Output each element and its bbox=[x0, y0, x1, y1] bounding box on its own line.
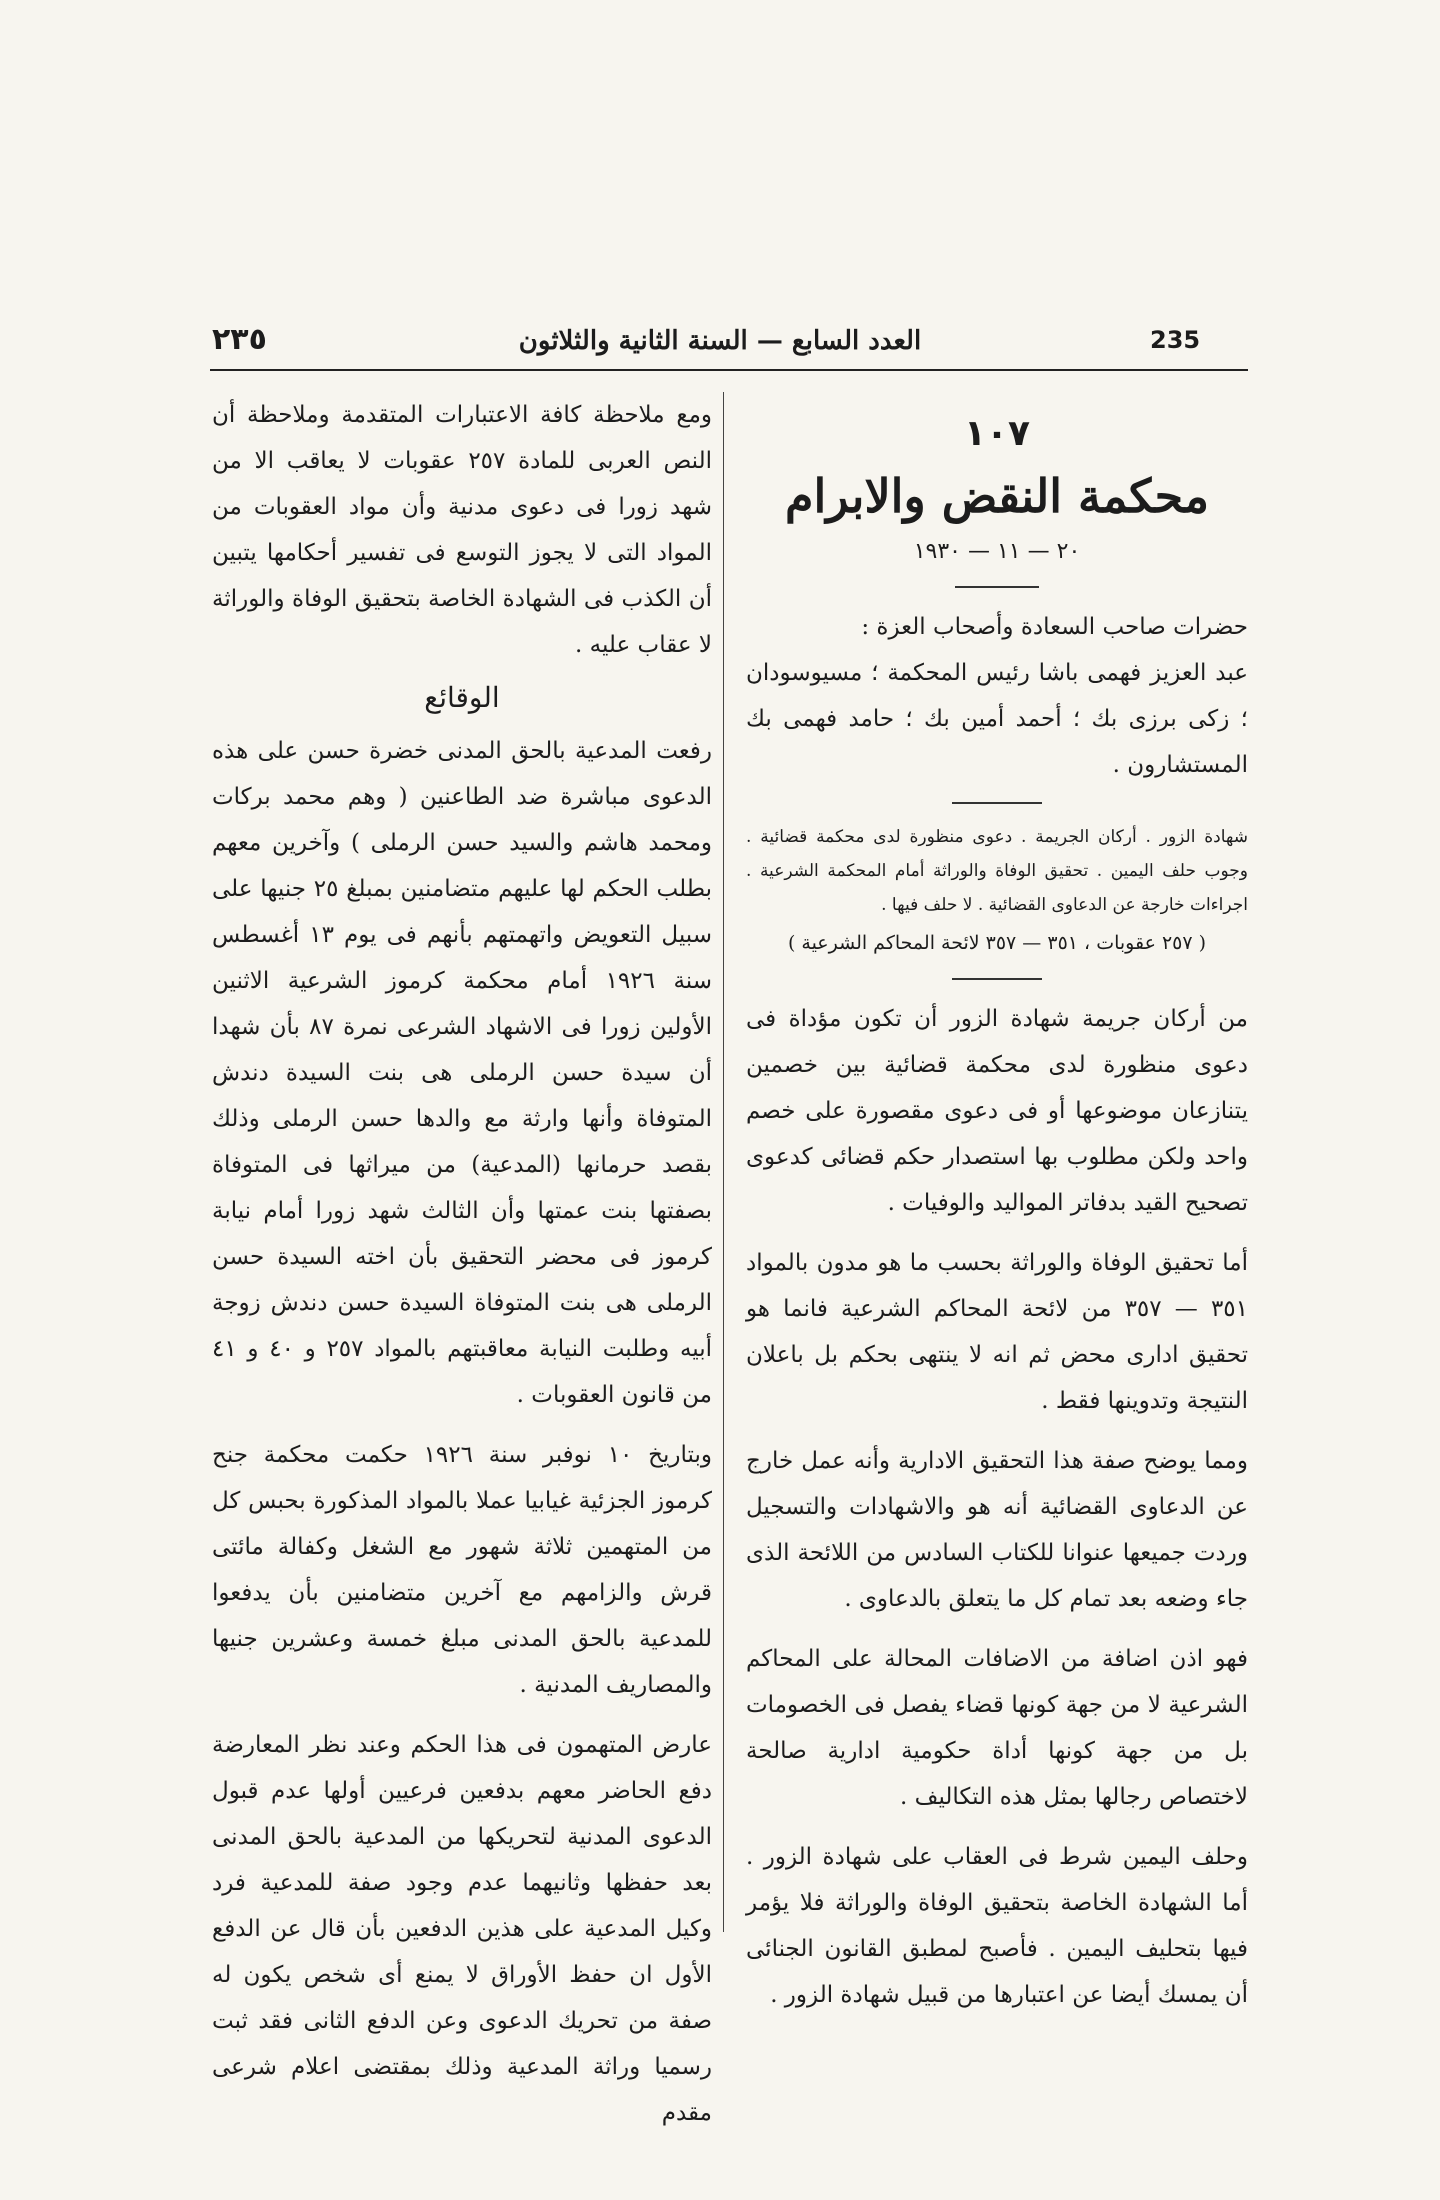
paragraph: رفعت المدعية بالحق المدنى خضرة حسن على هذه الدعوى مباشرة ضد الطاعنين ( وهم محمد بركات ومحمد هاشم والسيد حسن الرملى ) وآخرين معهم بطلب الحكم لها عليهم متضامنين بمبلغ ٢٥ جنيها على سبيل التعويض واتهمتهم بأنهم فى يوم ١٣ أغسطس سنة ١٩٢٦ أمام محكمة كرموز الشرعية الاثنين الأولين زورا فى الاشهاد الشرعى نمرة ٨٧ بأن شهدا أن سيدة حسن الرملى هى بنت السيدة دندش المتوفاة وأنها وارثة مع والدها حسن الرملى وذلك بقصد حرمانها (المدعية) من ميراثها فى المتوفاة بصفتها بنت عمتها وأن الثالث شهد زورا أمام نيابة كرموز فى محضر التحقيق بأن اخته السيدة حسن الرملى هى بنت المتوفاة السيدة حسن دندش زوجة أبيه وطلبت النيابة معاقبتهم بالمواد ٢٥٧ و ٤٠ و ٤١ من قانون العقوبات . bbox=[212, 738, 713, 1408]
right-column bbox=[746, 392, 1248, 2018]
paragraph: من أركان جريمة شهادة الزور أن تكون مؤداة فى دعوى منظورة لدى محكمة قضائية بين خصمين يتنازعان موضوعها أو فى دعوى مقصورة على خصم واحد ولكن مطلوب بها استصدار حكم قضائى كدعوى تصحيح القيد بدفاتر المواليد والوفيات . bbox=[746, 1006, 1248, 1216]
page-number-arabic: ٢٣٥ bbox=[212, 322, 267, 357]
header-rule bbox=[210, 369, 1248, 371]
left-column bbox=[212, 392, 712, 2136]
paragraph: عارض المتهمون فى هذا الحكم وعند نظر المعارضة دفع الحاضر معهم بدفعين فرعيين أولها عدم قبول الدعوى المدنية لتحريكها من المدعية بالحق المدنى بعد حفظها وثانيهما عدم وجود صفة للمدعية فرد وكيل المدعية على هذين الدفعين بأن قال عن الدفع الأول ان حفظ الأوراق لا يمنع أى شخص يكون له صفة من تحريك الدعوى وعن الدفع الثانى فقد ثبت رسميا وراثة المدعية وذلك بمقتضى اعلام شرعى مقدم bbox=[212, 1732, 712, 2126]
summary-references: ( ٢٥٧ عقوبات ، ٣٥١ — ٣٥٧ لائحة المحاكم الشرعية ) bbox=[787, 932, 1207, 954]
case-number: ١٠٧ bbox=[964, 413, 1030, 454]
paragraph: أما تحقيق الوفاة والوراثة بحسب ما هو مدون بالمواد ٣٥١ — ٣٥٧ من لائحة المحاكم الشرعية فانما هو تحقيق ادارى محض ثم انه لا ينتهى بحكم بل باعلان النتيجة وتدوينها فقط . bbox=[746, 1250, 1248, 1414]
divider bbox=[955, 586, 1039, 588]
column-divider bbox=[723, 392, 724, 1932]
ruling-date: ٢٠ — ١١ — ١٩٣٠ bbox=[913, 539, 1081, 564]
issue-title: العدد السابع — السنة الثانية والثلاثون bbox=[518, 326, 922, 356]
section-heading: الوقائع bbox=[424, 681, 500, 714]
bench-members: عبد العزيز فهمى باشا رئيس المحكمة ؛ مسيوسودان ؛ زكى برزى بك ؛ أحمد أمين بك ؛ حامد فهمى بك المستشارون . bbox=[746, 660, 1248, 778]
paragraph: فهو اذن اضافة من الاضافات المحالة على المحاكم الشرعية لا من جهة كونها قضاء يفصل فى الخصومات بل من جهة كونها أداة حكومية ادارية صالحة لاختصاص رجالها بمثل هذه التكاليف . bbox=[746, 1646, 1248, 1810]
paragraph: ومما يوضح صفة هذا التحقيق الادارية وأنه عمل خارج عن الدعاوى القضائية أنه هو والاشهادات والتسجيل وردت جميعها عنوانا للكتاب السادس من اللائحة الذى جاء وضعه بعد تمام كل ما يتعلق بالدعاوى . bbox=[746, 1448, 1248, 1612]
court-name: محكمة النقض والابرام bbox=[785, 469, 1209, 523]
case-summary: شهادة الزور . أركان الجريمة . دعوى منظورة لدى محكمة قضائية . وجوب حلف اليمين . تحقيق الوفاة والوراثة أمام المحكمة الشرعية . اجراءات خارجة عن الدعاوى القضائية . لا حلف فيها . bbox=[746, 827, 1248, 915]
bench-intro: حضرات صاحب السعادة وأصحاب العزة : bbox=[861, 614, 1248, 640]
page-number-latin: 235 bbox=[1150, 326, 1201, 354]
paragraph: وبتاريخ ١٠ نوفبر سنة ١٩٢٦ حكمت محكمة جنح كرموز الجزئية غيابيا عملا بالمواد المذكورة بحبس كل من المتهمين ثلاثة شهور مع الشغل وكفالة مائتى قرش والزامهم مع آخرين متضامنين بأن يدفعوا للمدعية بالحق المدنى مبلغ خمسة وعشرين جنيها والمصاريف المدنية . bbox=[212, 1442, 712, 1698]
intro-paragraph: ومع ملاحظة كافة الاعتبارات المتقدمة وملاحظة أن النص العربى للمادة ٢٥٧ عقوبات لا يعاقب الا من شهد زورا فى دعوى مدنية وأن مواد العقوبات من المواد التى لا يجوز التوسع فى تفسير أحكامها يتبين أن الكذب فى الشهادة الخاصة بتحقيق الوفاة والوراثة لا عقاب عليه . bbox=[212, 402, 712, 658]
paragraph: وحلف اليمين شرط فى العقاب على شهادة الزور . أما الشهادة الخاصة بتحقيق الوفاة والوراثة فلا يؤمر فيها بتحليف اليمين . فأصبح لمطبق القانون الجنائى أن يمسك أيضا عن اعتبارها من قبيل شهادة الزور . bbox=[746, 1844, 1248, 2008]
running-header bbox=[0, 318, 1440, 370]
divider bbox=[952, 802, 1042, 804]
divider bbox=[952, 978, 1042, 980]
